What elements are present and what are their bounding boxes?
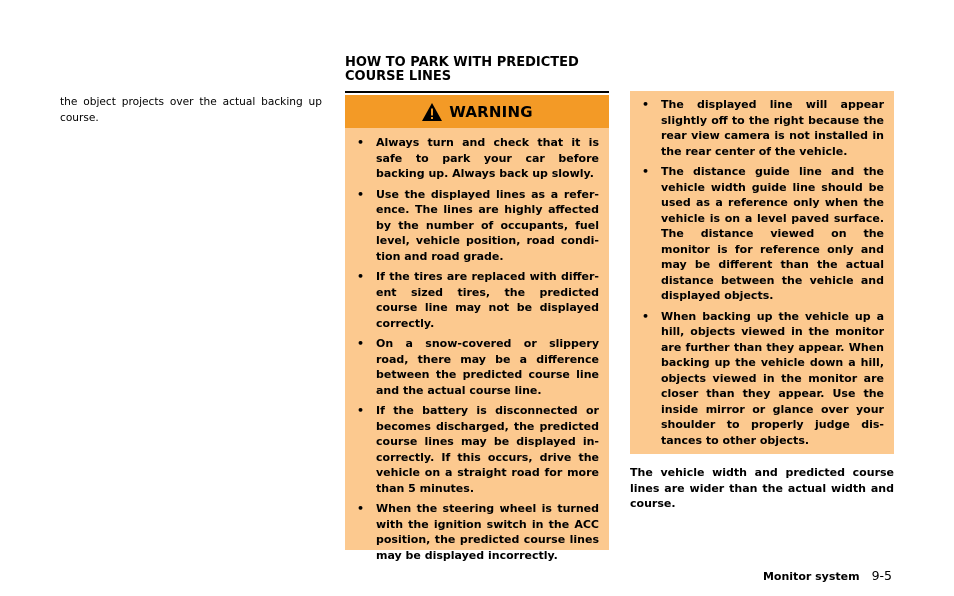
warning-header [345,95,609,128]
warning-item [642,164,884,304]
bullet-icon: • [357,136,365,149]
warning-item-text: The displayed line will appear slightly off to the right because the rear view camera is not installed in the rear center of the vehicle. [661,98,884,158]
page-number: 9-5 [871,568,892,583]
page-footer [763,568,892,583]
section-heading [345,56,609,84]
bullet-icon: • [642,165,650,178]
warning-item-text: The distance guide line and the vehicle width guide line should be used as a reference only when the vehicle is on a level paved surface. The distance viewed on the monitor is for reference only and may be different than the actual distance between the vehicle and displayed objects. [661,165,884,302]
warning-item [357,187,599,265]
bullet-icon: • [357,337,365,350]
section-heading-line-1: HOW TO PARK WITH PREDICTED [345,55,579,70]
warning-item [357,336,599,398]
warning-continued-list [630,91,894,448]
warning-item-text: When backing up the vehicle up a hill, objects viewed in the monitor are further than they appear. When backing up the vehicle down a hill, objects viewed in the monitor are closer than they appear. Use the inside mirror or glance over your shoulder to properly judge dis-tances to other objects. [661,309,884,447]
warning-triangle-icon [421,102,443,122]
section-heading-line-2: COURSE LINES [345,69,452,84]
warning-item [642,97,884,159]
bullet-icon: • [357,270,365,283]
course-lines-paragraph: The vehicle width and predicted course lines are wider than the actual width and course. [630,466,894,510]
warning-item-text: When the steering wheel is turned with the ignition switch in the ACC position, the predicted course lines may be displayed incorrectly. [376,502,599,562]
warning-box [345,95,609,562]
warning-list [345,128,609,563]
warning-item [357,403,599,496]
bullet-icon: • [642,309,650,323]
warning-item [357,269,599,331]
footer-section-title: Monitor system [762,570,860,583]
bullet-icon: • [357,404,365,417]
warning-item-text: Use the displayed lines as a refer-ence. The lines are highly affected by the number of occupants, fuel level, vehicle position, road condi-tion and road grade. [376,187,599,263]
heading-divider [345,91,609,93]
bullet-icon: • [357,502,365,515]
warning-item [642,309,884,449]
warning-item [357,501,599,563]
warning-item-text: Always turn and check that it is safe to park your car before backing up. Always back up slowly. [376,136,599,180]
bullet-icon: • [357,187,365,201]
warning-item-text: If the tires are replaced with differ-ent sized tires, the predicted course line may not be displayed correctly. [376,270,599,330]
warning-item-text: On a snow-covered or slippery road, there may be a difference between the predicted course line and the actual course line. [376,337,599,397]
warning-continued-box [630,91,894,454]
bullet-icon: • [642,98,650,111]
warning-item [357,135,599,182]
warning-item-text: If the battery is disconnected or becomes discharged, the predicted course lines may be displayed in-correctly. If this occurs, drive the vehicle on a straight road for more than 5 minutes. [376,404,599,495]
continued-paragraph: the object projects over the actual backing up course. [60,96,322,124]
warning-label: WARNING [449,102,533,121]
